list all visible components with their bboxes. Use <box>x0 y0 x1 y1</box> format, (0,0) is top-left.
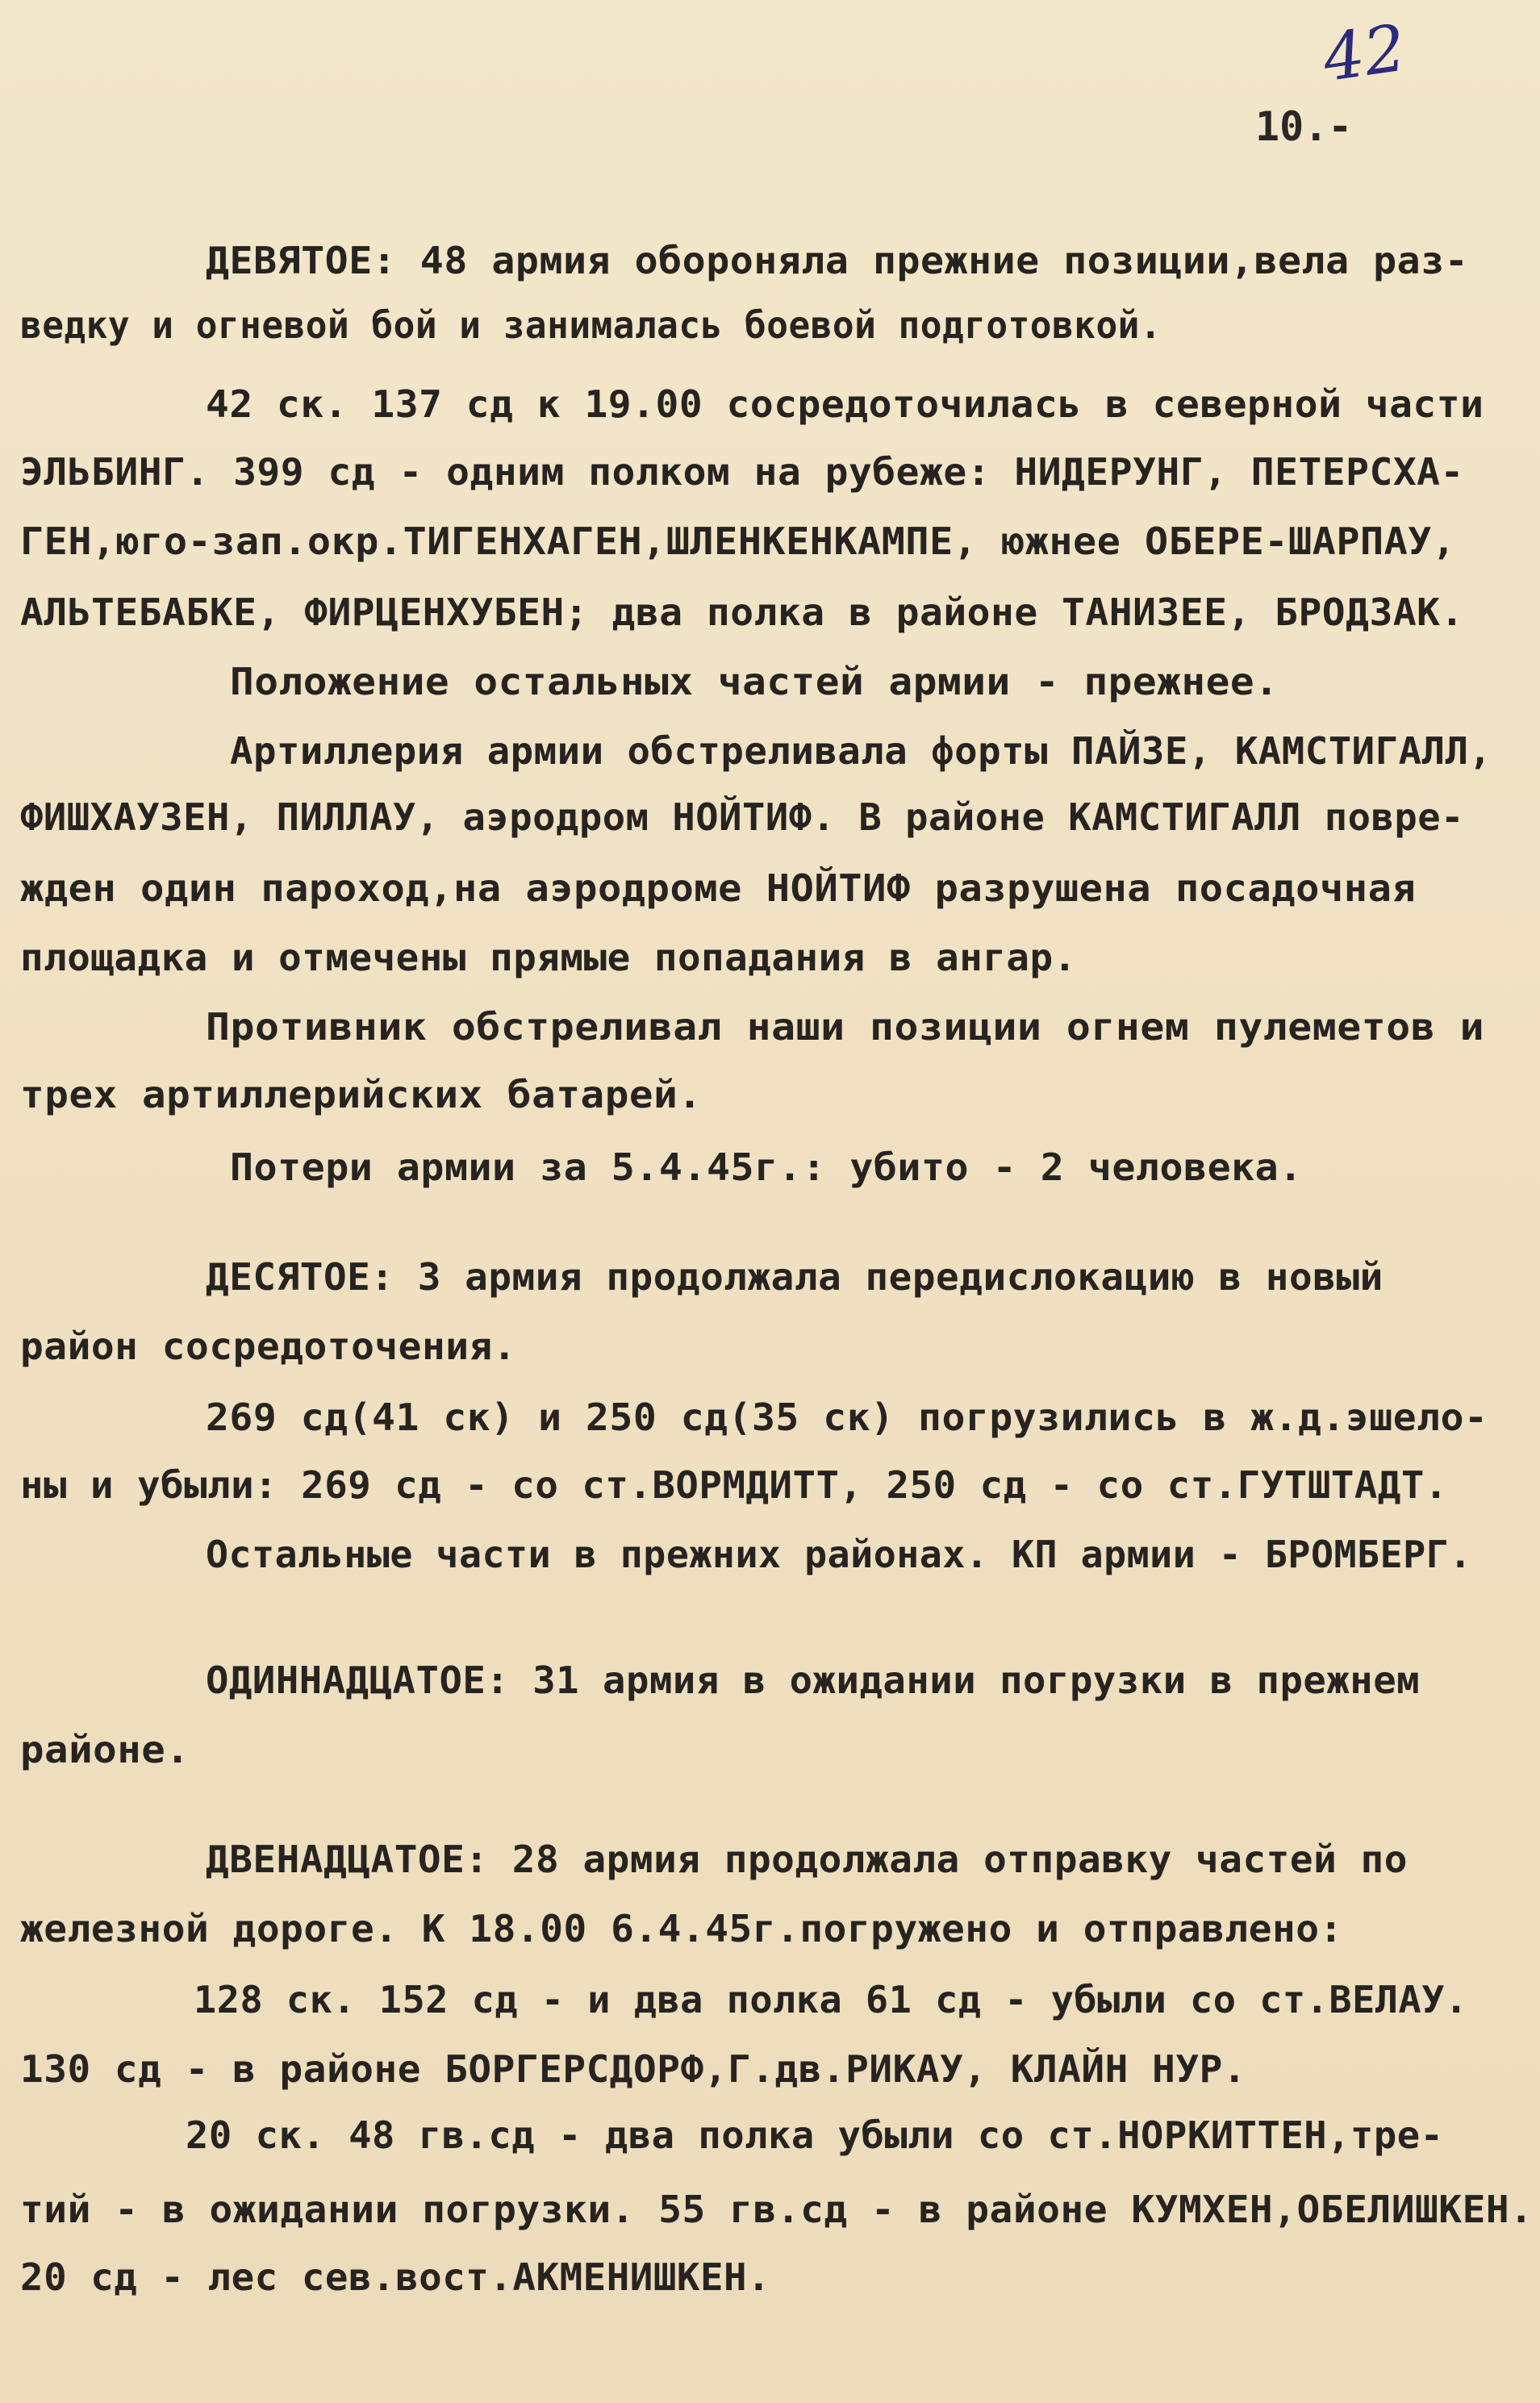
text-line: ФИШХАУЗЕН, ПИЛЛАУ, аэродром НОЙТИФ. В районе КАМСТИГАЛЛ повре- <box>20 795 1465 839</box>
text-line: 128 ск. 152 сд - и два полка 61 сд - убыли со ст.ВЕЛАУ. <box>194 1978 1468 2021</box>
text-line: Положение остальных частей армии - прежнее. <box>230 660 1279 703</box>
text-line: ДЕСЯТОЕ: 3 армия продолжала передислокацию в новый <box>206 1255 1383 1299</box>
text-line: ОДИННАДЦАТОЕ: 31 армия в ожидании погрузки в прежнем <box>206 1658 1421 1702</box>
text-line: районе. <box>20 1728 190 1771</box>
text-line: 20 сд - лес сев.вост.АКМЕНИШКЕН. <box>20 2255 771 2299</box>
text-line: Противник обстреливал наши позиции огнем пулеметов и <box>206 1005 1485 1049</box>
text-line: ГЕН,юго-зап.окр.ТИГЕНХАГЕН,ШЛЕНКЕНКАМПЕ, южнее ОБЕРЕ-ШАРПАУ, <box>20 519 1456 563</box>
text-line: район сосредоточения. <box>20 1325 517 1368</box>
text-line: 269 сд(41 ск) и 250 сд(35 ск) погрузились в ж.д.эшело- <box>206 1395 1488 1439</box>
text-line: железной дороге. К 18.00 6.4.45г.погружено и отправлено: <box>20 1907 1343 1950</box>
text-line: Потери армии за 5.4.45г.: убито - 2 человека. <box>230 1145 1303 1189</box>
text-line: 130 сд - в районе БОРГЕРСДОРФ,Г.дв.РИКАУ, КЛАЙН НУР. <box>20 2047 1247 2091</box>
text-line: тий - в ожидании погрузки. 55 гв.сд - в районе КУМХЕН,ОБЕЛИШКЕН. <box>20 2188 1534 2231</box>
text-line: 42 ск. 137 сд к 19.00 сосредоточилась в северной части <box>206 382 1484 426</box>
page-number: 10.- <box>1255 103 1353 150</box>
text-line: Остальные части в прежних районах. КП армии - БРОМБЕРГ. <box>206 1533 1472 1576</box>
archive-page-number: 42 <box>1318 10 1411 96</box>
text-line: АЛЬТЕБАБКЕ, ФИРЦЕНХУБЕН; два полка в районе ТАНИЗЕЕ, БРОДЗАК. <box>20 590 1464 634</box>
text-line: ДВЕНАДЦАТОЕ: 28 армия продолжала отправку частей по <box>206 1838 1408 1881</box>
text-line: трех артиллерийских батарей. <box>20 1073 703 1116</box>
text-line: ведку и огневой бой и занималась боевой подготовкой. <box>20 303 1162 347</box>
text-line: жден один пароход,на аэродроме НОЙТИФ разрушена посадочная <box>20 866 1417 910</box>
text-line: Артиллерия армии обстреливала форты ПАЙЗЕ, КАМСТИГАЛЛ, <box>230 729 1492 773</box>
text-line: площадка и отмечены прямые попадания в ангар. <box>20 936 1077 979</box>
text-line: ны и убыли: 269 сд - со ст.ВОРМДИТТ, 250 сд - со ст.ГУТШТАДТ. <box>20 1463 1448 1507</box>
text-line: ДЕВЯТОЕ: 48 армия обороняла прежние позиции,вела раз- <box>206 239 1469 282</box>
text-line: 20 ск. 48 гв.сд - два полка убыли со ст.НОРКИТТЕН,тре- <box>186 2113 1444 2157</box>
text-line: ЭЛЬБИНГ. 399 сд - одним полком на рубеже: НИДЕРУНГ, ПЕТЕРСХА- <box>20 450 1464 494</box>
